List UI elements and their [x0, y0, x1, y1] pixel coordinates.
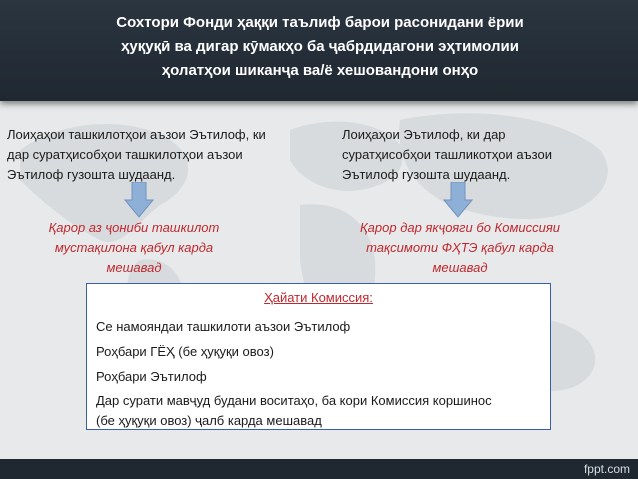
brand-watermark: fppt.com: [583, 462, 630, 476]
down-arrow-icon: [124, 182, 154, 218]
left-text-line: Лоиҳаҳои ташкилотҳои аъзои Эътилоф, ки: [7, 127, 266, 142]
title-line: ҳолатҳои шиканҷа ва/ё хешовандони онҳо: [161, 62, 479, 79]
left-decision-line: мустақилона қабул карда: [54, 240, 214, 255]
commission-item: [96, 391, 544, 431]
left-text-line: Эътилоф гузошта шудаанд.: [7, 167, 176, 182]
commission-box: [86, 283, 551, 430]
title-line: Сохтори Фонди ҳаққи таълиф барои расонидани ёрии: [116, 14, 524, 31]
commission-heading: Ҳайати Комиссия:: [264, 290, 373, 305]
down-arrow-icon: [443, 182, 473, 218]
right-decision-line: тақсимоти ФҲТЭ қабул карда: [366, 240, 554, 255]
commission-item: Роҳбари Эътилоф: [96, 369, 207, 384]
title-banner: [0, 0, 638, 101]
right-decision-line: мешавад: [432, 260, 488, 275]
commission-item-line: (бе ҳуқуқи овоз) ҷалб карда мешавад: [96, 413, 322, 428]
left-text-line: дар суратҳисобҳои ташкилотҳои аъзои: [7, 147, 243, 162]
left-column-text: [7, 125, 307, 185]
right-text-line: Эътилоф гузошта шудаанд.: [342, 167, 511, 182]
right-text-line: суратҳисобҳои ташликотҳои аъзои: [342, 147, 552, 162]
slide-title: [40, 11, 600, 83]
title-line: ҳуқуқӣ ва дигар кӯмакҳо ба ҷабрдидагони эҳтимолии: [121, 38, 519, 55]
left-decision-line: мешавад: [106, 260, 162, 275]
right-decision-line: Қарор дар якҷояги бо Комиссияи: [360, 220, 560, 235]
left-decision-note: [14, 218, 254, 278]
right-column-text: [342, 125, 632, 185]
footer-bar: [0, 459, 638, 479]
right-text-line: Лоиҳаҳои Эътилоф, ки дар: [342, 127, 506, 142]
left-decision-line: Қарор аз ҷониби ташкилот: [48, 220, 220, 235]
right-decision-note: [330, 218, 590, 278]
commission-item: Се намояндаи ташкилоти аъзои Эътилоф: [96, 319, 351, 334]
commission-item-line: Дар сурати мавҷуд будани воситаҳо, ба кори Комиссия коршинос: [96, 393, 492, 408]
commission-item: Роҳбари ГЁҲ (бе ҳуқуқи овоз): [96, 344, 274, 359]
